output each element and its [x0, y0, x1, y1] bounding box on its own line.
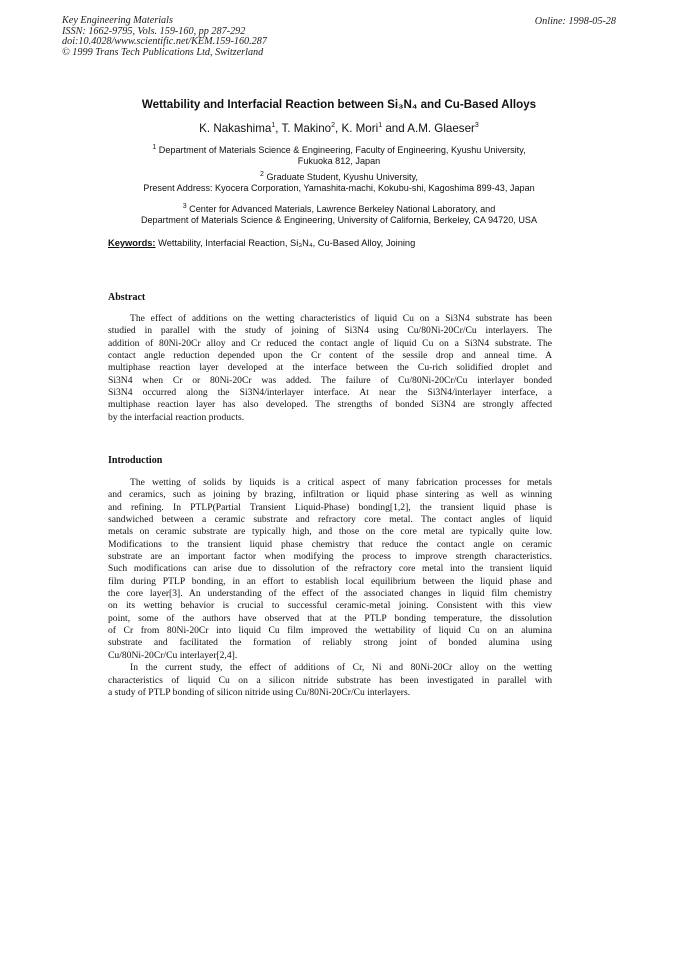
author-list: [0, 122, 678, 135]
author-name: K. Mori: [341, 122, 379, 135]
text-line: and ceramics, such as joining by brazing, infiltration or liquid phase sintering as well as winning: [108, 489, 552, 501]
text-line: Si3N4 occurred along the Si3N4/interlayer interface. At near the Si3N4/interlayer interface, a: [108, 387, 552, 399]
text-line: the core layer[3]. An understanding of the effect of the associated changes in liquid film chemistry: [108, 588, 552, 600]
text-line: Modifications to the transient liquid phase chemistry that reduce the contact angle on ceramic: [108, 538, 552, 550]
online-date: Online: 1998-05-28: [534, 16, 616, 27]
text-line: The effect of additions on the wetting characteristics of liquid Cu on a Si3N4 substrate has been: [130, 313, 552, 324]
text-line: film during PTLP bonding, in an effort to establish local equilibrium between the liquid phase and: [108, 575, 552, 587]
abstract-body: [108, 313, 552, 424]
text-line: studied in parallel with the study of joining of Si3N4 using Cu/80Ni-20Cr/Cu interlayers. The: [108, 325, 552, 337]
text-line: Such modifications can arise due to dissolution of the refractory core metal into the transient liquid: [108, 563, 552, 575]
text-line: contact angle reduction depended upon the Cr content of the sessile drop and anneal time. A: [108, 350, 552, 362]
text-line: point, some of the authors have observed that at the PTLP bonding temperature, the dissolution: [108, 612, 552, 624]
affiliation-text: Center for Advanced Materials, Lawrence Berkeley National Laboratory, and: [186, 204, 496, 214]
doi-line: doi:10.4028/www.scientific.net/KEM.159-160.287: [62, 36, 267, 48]
keywords-text: Wettability, Interfacial Reaction, Si₃N₄, Cu-Based Alloy, Joining: [155, 238, 416, 248]
journal-header: [62, 16, 267, 58]
introduction-heading: Introduction: [108, 455, 163, 466]
affiliation-text: Present Address: Kyocera Corporation, Yamashita-machi, Kokubu-shi, Kagoshima 899-43, Japan: [143, 183, 535, 194]
text-line: substrate and facilitated the formation of reliably strong joint of bonded alumina using: [108, 637, 552, 649]
introduction-body: [108, 477, 552, 699]
affiliation-2: [60, 172, 618, 194]
text-line: and refining. In PTLP(Partial Transient Liquid-Phase) bonding[1,2], the transient liquid phase is: [108, 501, 552, 513]
abstract-heading: Abstract: [108, 292, 146, 303]
text-line: Si3N4 when Cr or 80Ni-20Cr was added. The failure of Cu/80Ni-20Cr/Cu interlayer bonded: [108, 374, 552, 386]
author-name: K. Nakashima: [199, 122, 272, 135]
issn-line: ISSN: 1662-9795, Vols. 159-160, pp 287-292: [62, 25, 246, 37]
affiliation-text: Department of Materials Science & Engineering, Faculty of Engineering, Kyushu University,: [156, 145, 526, 155]
text-line: characteristics of liquid Cu on a silicon nitride substrate has been investigated in parallel with: [108, 674, 552, 686]
text-line: on its wetting behavior is crucial to successful ceramic-metal joining. Consistent with this view: [108, 600, 552, 612]
text-line: a study of PTLP bonding of silicon nitride using Cu/80Ni-20Cr/Cu interlayers.: [108, 686, 411, 698]
text-line: multiphase reaction layer has also developed. The strengths of bonded Si3N4 are strongly affected: [108, 399, 552, 411]
author-name: A.M. Glaeser: [407, 122, 475, 135]
author-separator: and: [382, 122, 408, 135]
text-line: Cu/80Ni-20Cr/Cu interlayer[2,4].: [108, 649, 238, 661]
journal-name: Key Engineering Materials: [62, 15, 173, 26]
affiliation-mark: 3: [182, 202, 187, 210]
affiliation-3: [60, 204, 618, 226]
keywords-label: Keywords:: [108, 238, 156, 248]
affiliation-mark: 2: [260, 170, 264, 178]
affiliation-text: Graduate Student, Kyushu University,: [263, 172, 418, 182]
text-line: metals on ceramic substrate are typically high, and those on the core metal are typically quite low.: [108, 526, 552, 538]
author-name: T. Makino: [281, 122, 332, 135]
author-affiliation-mark: 1: [271, 122, 276, 130]
text-line: sandwiched between a ceramic substrate and refractory core metal. The contact angles of liquid: [108, 514, 552, 526]
text-line: of Cr from 80Ni-20Cr into liquid Cu film improved the wettability of liquid Cu on an alumina: [108, 625, 552, 637]
text-line: multiphase reaction layer developed at the interface between the Cu-rich solidified droplet and: [108, 362, 552, 374]
affiliation-1: [60, 145, 618, 167]
text-line: The wetting of solids by liquids is a critical aspect of many fabrication processes for metals: [130, 477, 552, 488]
author-separator: ,: [275, 122, 282, 135]
text-line: substrate are an important factor when modifying the process to improve strength characteristics.: [108, 551, 552, 563]
affiliation-mark: 1: [152, 143, 157, 151]
affiliation-text: Fukuoka 812, Japan: [297, 156, 381, 167]
author-affiliation-mark: 2: [331, 122, 336, 130]
affiliation-text: Department of Materials Science & Engineering, University of California, Berkeley, CA 94720, USA: [140, 215, 538, 226]
copyright-line: © 1999 Trans Tech Publications Ltd, Switzerland: [62, 46, 264, 58]
author-affiliation-mark: 3: [474, 122, 479, 130]
text-line: addition of 80Ni-20Cr alloy and Cr reduced the contact angle of liquid Cu on a Si3N4 substrate. The: [108, 337, 552, 349]
keywords-line: [108, 238, 415, 248]
paper-title: Wettability and Interfacial Reaction between Si₃N₄ and Cu-Based Alloys: [141, 98, 537, 111]
author-separator: ,: [335, 122, 342, 135]
text-line: by the interfacial reaction products.: [108, 411, 245, 423]
author-affiliation-mark: 1: [378, 122, 383, 130]
text-line: In the current study, the effect of additions of Cr, Ni and 80Ni-20Cr alloy on the wetting: [130, 662, 552, 674]
